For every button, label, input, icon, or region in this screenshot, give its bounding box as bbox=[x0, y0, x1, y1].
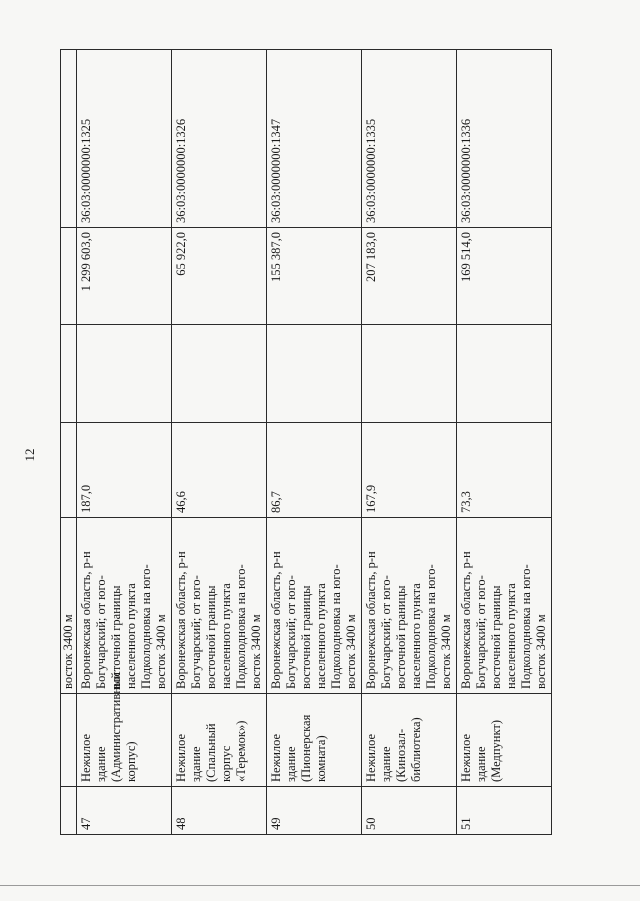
address-line: Подколодновка на юго- bbox=[234, 564, 248, 689]
cell-area: 187,0 bbox=[77, 423, 172, 518]
cell-cadastral: 36:03:0000000:1347 bbox=[267, 50, 362, 228]
cell-cadastral: 36:03:0000000:1326 bbox=[172, 50, 267, 228]
address-line: Богучарский; от юго- bbox=[189, 575, 203, 689]
cell-area: 86,7 bbox=[267, 423, 362, 518]
table-row bbox=[267, 50, 362, 835]
name-line: библиотека) bbox=[409, 717, 423, 782]
cell-area: 46,6 bbox=[172, 423, 267, 518]
cell-address bbox=[362, 518, 457, 694]
cell-cost bbox=[61, 228, 77, 325]
cell-area: 73,3 bbox=[457, 423, 552, 518]
property-registry-table bbox=[60, 49, 552, 835]
address-line: Богучарский; от юго- bbox=[474, 575, 488, 689]
scan-edge-line bbox=[0, 885, 640, 886]
address-line: Подколодновка на юго- bbox=[424, 564, 438, 689]
address-line: Богучарский; от юго- bbox=[94, 575, 108, 689]
cell-address bbox=[172, 518, 267, 694]
address-line: Воронежская область, р-н bbox=[79, 551, 93, 689]
cell-area: 167,9 bbox=[362, 423, 457, 518]
cell-address bbox=[457, 518, 552, 694]
cell-name bbox=[267, 694, 362, 787]
cell-num: 50 bbox=[362, 787, 457, 835]
address-line: Подколодновка на юго- bbox=[519, 564, 533, 689]
name-line: (Административный bbox=[109, 672, 123, 782]
cell-num: 49 bbox=[267, 787, 362, 835]
address-line: Воронежская область, р-н bbox=[174, 551, 188, 689]
cell-cadastral bbox=[61, 50, 77, 228]
cell-cost: 65 922,0 bbox=[172, 228, 267, 325]
address-line: восток 3400 м bbox=[249, 614, 263, 689]
name-line: (Кинозал- bbox=[394, 728, 408, 782]
name-line: «Теремок») bbox=[234, 720, 248, 782]
name-line: (Спальный корпус bbox=[204, 723, 233, 782]
name-line: Нежилое здание bbox=[174, 733, 203, 782]
address-line: Богучарский; от юго- bbox=[284, 575, 298, 689]
address-line: восток 3400 м bbox=[154, 614, 168, 689]
address-line: восточной границы bbox=[109, 585, 123, 689]
cell-address bbox=[267, 518, 362, 694]
cell-name bbox=[172, 694, 267, 787]
table-row bbox=[77, 50, 172, 835]
cell-num: 48 bbox=[172, 787, 267, 835]
address-line: населенного пункта bbox=[219, 583, 233, 689]
cell-name bbox=[61, 694, 77, 787]
cell-cadastral: 36:03:0000000:1336 bbox=[457, 50, 552, 228]
address-line: восточной границы bbox=[204, 585, 218, 689]
address-line: восток 3400 м bbox=[534, 614, 548, 689]
cell-cost: 155 387,0 bbox=[267, 228, 362, 325]
address-line: восточной границы bbox=[394, 585, 408, 689]
cell-blank bbox=[457, 325, 552, 423]
name-line: комната) bbox=[314, 735, 328, 782]
cell-num: 51 bbox=[457, 787, 552, 835]
name-line: Нежилое здание bbox=[79, 733, 108, 782]
table-row bbox=[457, 50, 552, 835]
cell-blank bbox=[61, 325, 77, 423]
address-line: населенного пункта bbox=[409, 583, 423, 689]
name-line: Нежилое здание bbox=[364, 733, 393, 782]
cell-name bbox=[362, 694, 457, 787]
address-line: Воронежская область, р-н bbox=[269, 551, 283, 689]
rotated-table-container bbox=[60, 50, 548, 835]
address-line: населенного пункта bbox=[314, 583, 328, 689]
cell-cost: 207 183,0 bbox=[362, 228, 457, 325]
address-line: Подколодновка на юго- bbox=[329, 564, 343, 689]
address-line: населенного пункта bbox=[504, 583, 518, 689]
cell-address bbox=[77, 518, 172, 694]
name-line: (Медпункт) bbox=[489, 719, 503, 782]
table-row bbox=[172, 50, 267, 835]
continuation-row bbox=[61, 50, 77, 835]
cell-address: восток 3400 м bbox=[61, 518, 77, 694]
name-line: Нежилое здание bbox=[269, 733, 298, 782]
cell-cadastral: 36:03:0000000:1325 bbox=[77, 50, 172, 228]
cell-num: 47 bbox=[77, 787, 172, 835]
address-line: населенного пункта bbox=[124, 583, 138, 689]
cell-cadastral: 36:03:0000000:1335 bbox=[362, 50, 457, 228]
cell-cost: 169 514,0 bbox=[457, 228, 552, 325]
address-line: Воронежская область, р-н bbox=[459, 551, 473, 689]
cell-cost: 1 299 603,0 bbox=[77, 228, 172, 325]
cell-area bbox=[61, 423, 77, 518]
cell-blank bbox=[362, 325, 457, 423]
address-line: восток 3400 м bbox=[439, 614, 453, 689]
cell-blank bbox=[77, 325, 172, 423]
name-line: (Пионерская bbox=[299, 714, 313, 782]
cell-name bbox=[457, 694, 552, 787]
table-row bbox=[362, 50, 457, 835]
address-line: восток 3400 м bbox=[344, 614, 358, 689]
address-line: восточной границы bbox=[299, 585, 313, 689]
address-line: Воронежская область, р-н bbox=[364, 551, 378, 689]
address-line: Богучарский; от юго- bbox=[379, 575, 393, 689]
cell-blank bbox=[267, 325, 362, 423]
page-number: 12 bbox=[22, 448, 37, 462]
cell-name bbox=[77, 672, 172, 787]
cell-num bbox=[61, 787, 77, 835]
name-line: Нежилое здание bbox=[459, 733, 488, 782]
address-line: восточной границы bbox=[489, 585, 503, 689]
cell-blank bbox=[172, 325, 267, 423]
name-line: корпус) bbox=[124, 741, 138, 782]
address-line: Подколодновка на юго- bbox=[139, 564, 153, 689]
